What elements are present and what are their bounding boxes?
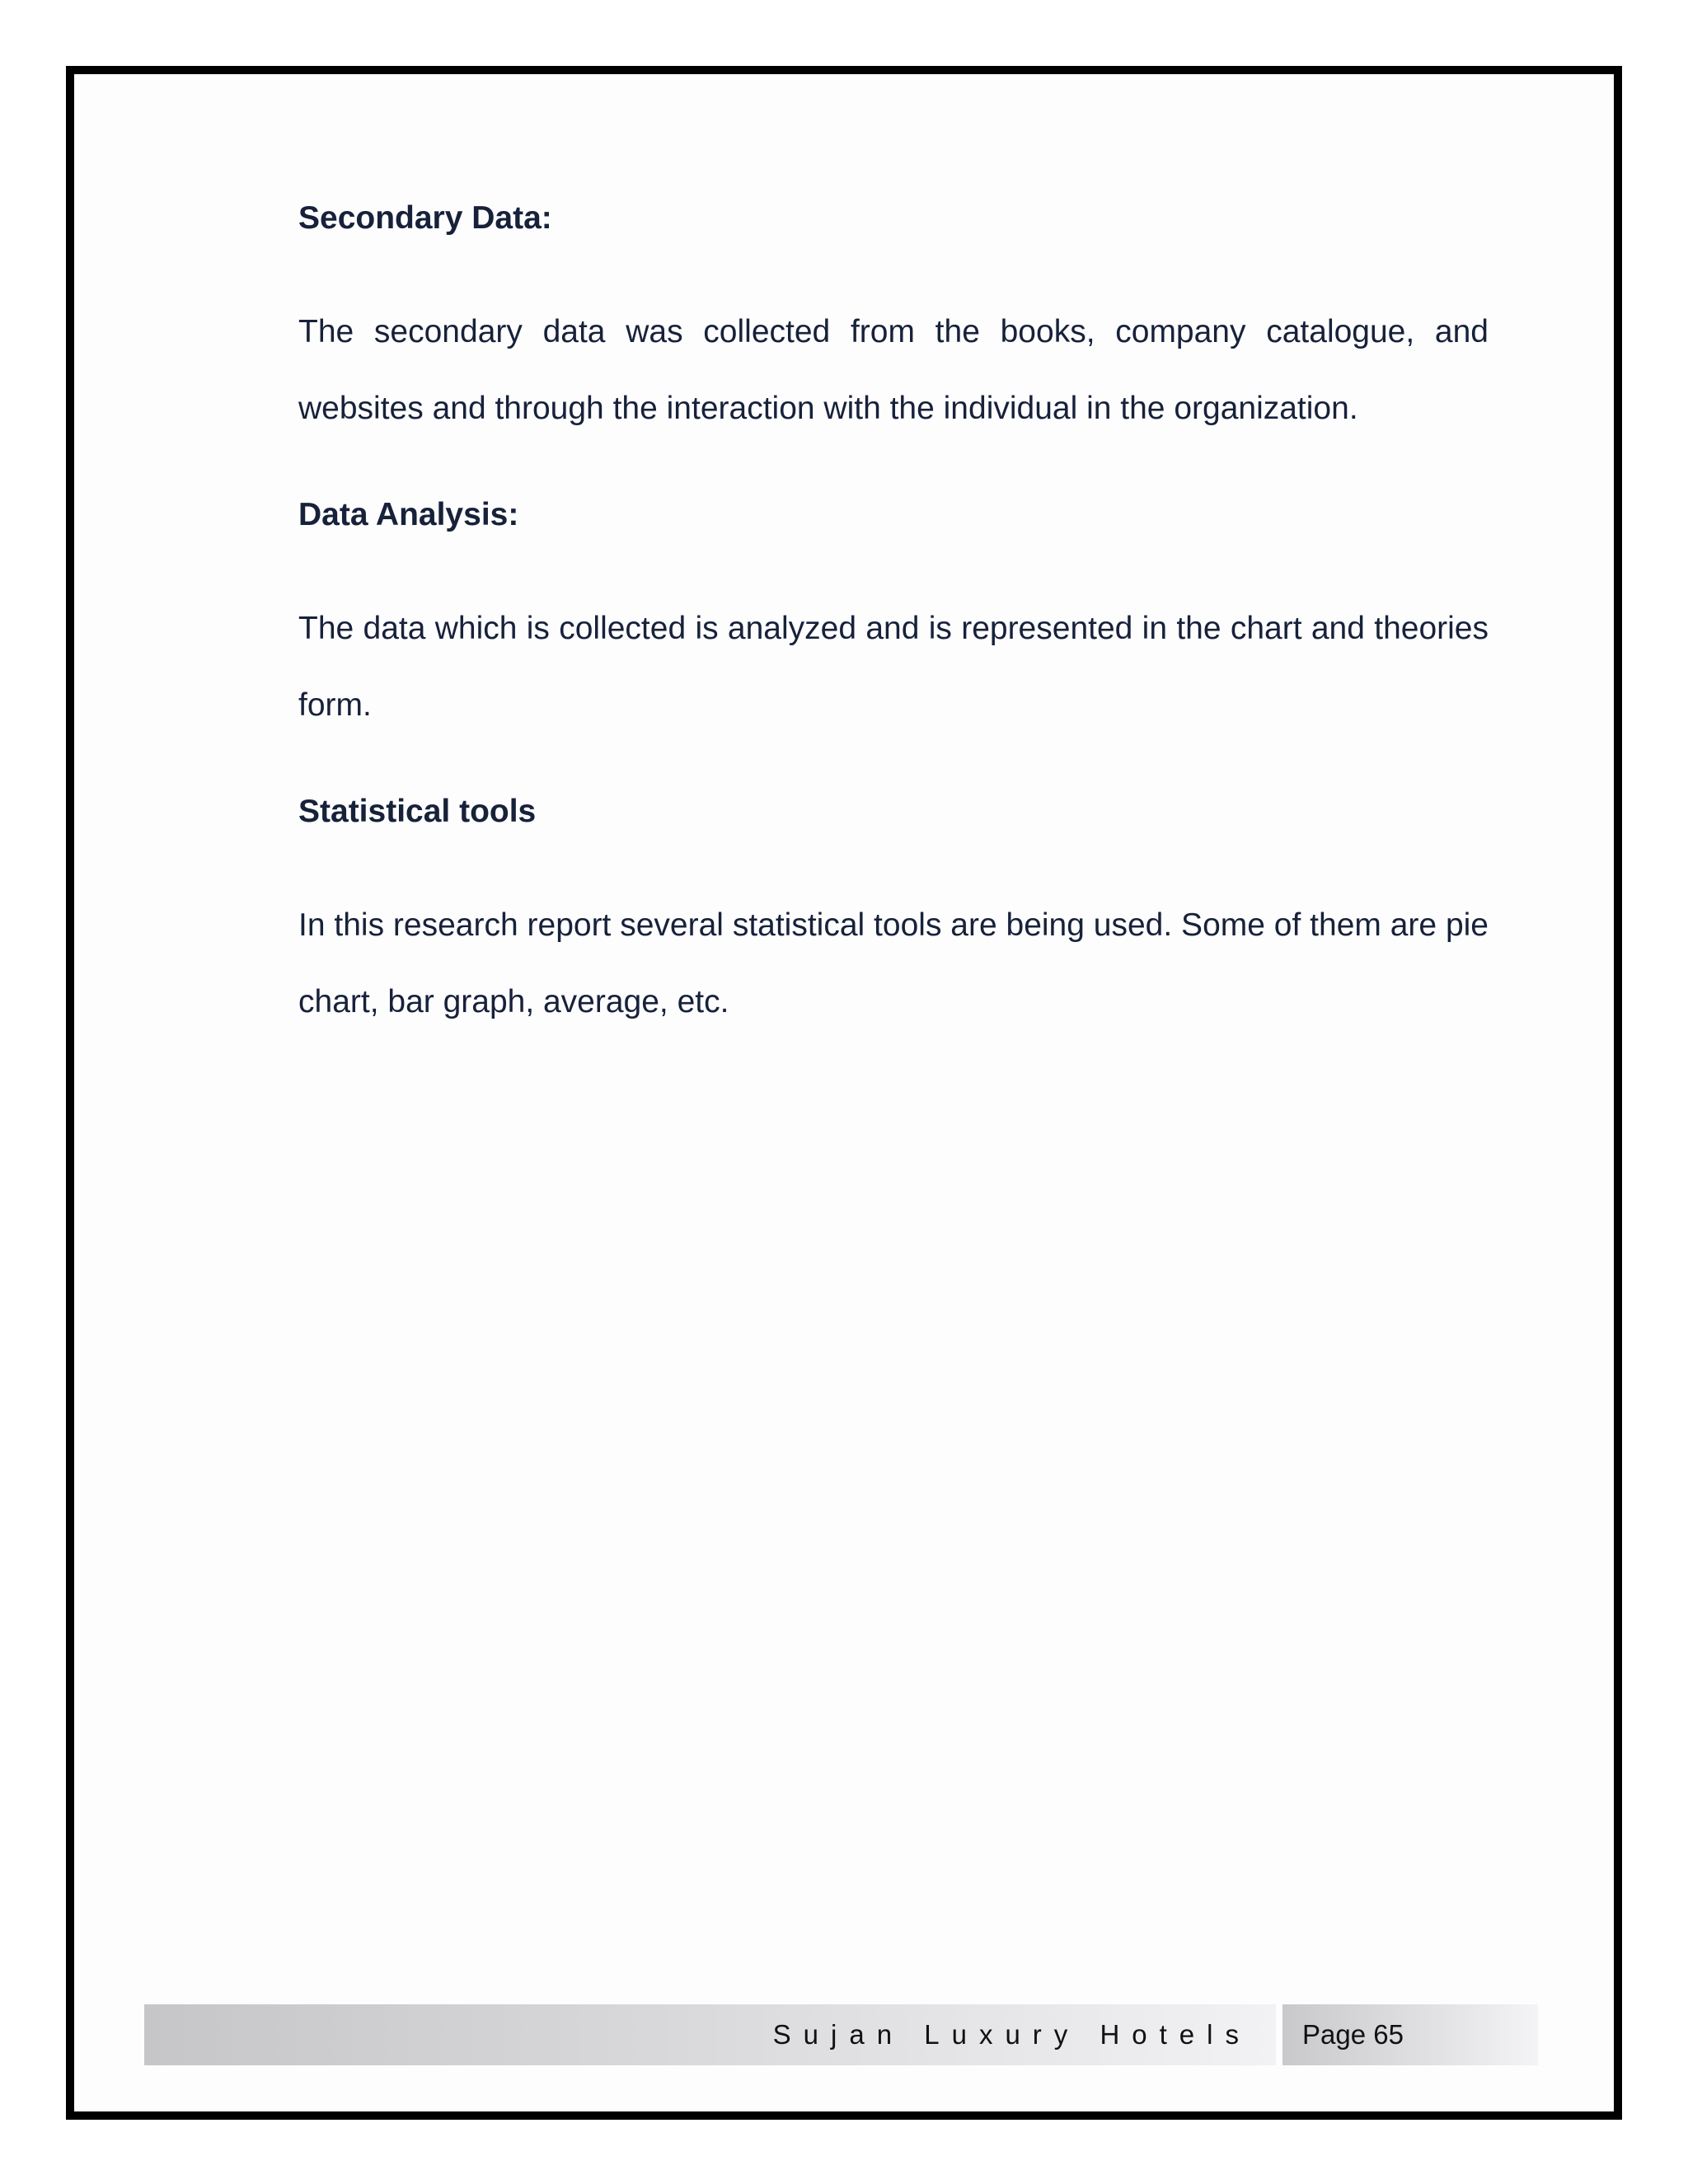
section-paragraph-data-analysis: The data which is collected is analyzed and is represented in the chart and theories form. xyxy=(298,611,1489,723)
footer-bar xyxy=(144,2004,1276,2065)
section-heading-secondary-data: Secondary Data: xyxy=(298,200,552,236)
document-body xyxy=(298,190,1489,1080)
section-paragraph-statistical-tools: In this research report several statistical tools are being used. Some of them are pie chart, bar graph, average, etc. xyxy=(298,907,1489,1019)
section-heading-data-analysis: Data Analysis: xyxy=(298,497,519,532)
section-heading-statistical-tools: Statistical tools xyxy=(298,794,537,829)
footer-page-number xyxy=(1282,2004,1538,2065)
footer-company-name: Sujan Luxury Hotels xyxy=(772,2019,1251,2050)
page-number-label: Page 65 xyxy=(1302,2019,1404,2050)
section-paragraph-secondary-data: The secondary data was collected from the books, company catalogue, and websites and through the interaction with the individual in the organization. xyxy=(298,314,1489,426)
